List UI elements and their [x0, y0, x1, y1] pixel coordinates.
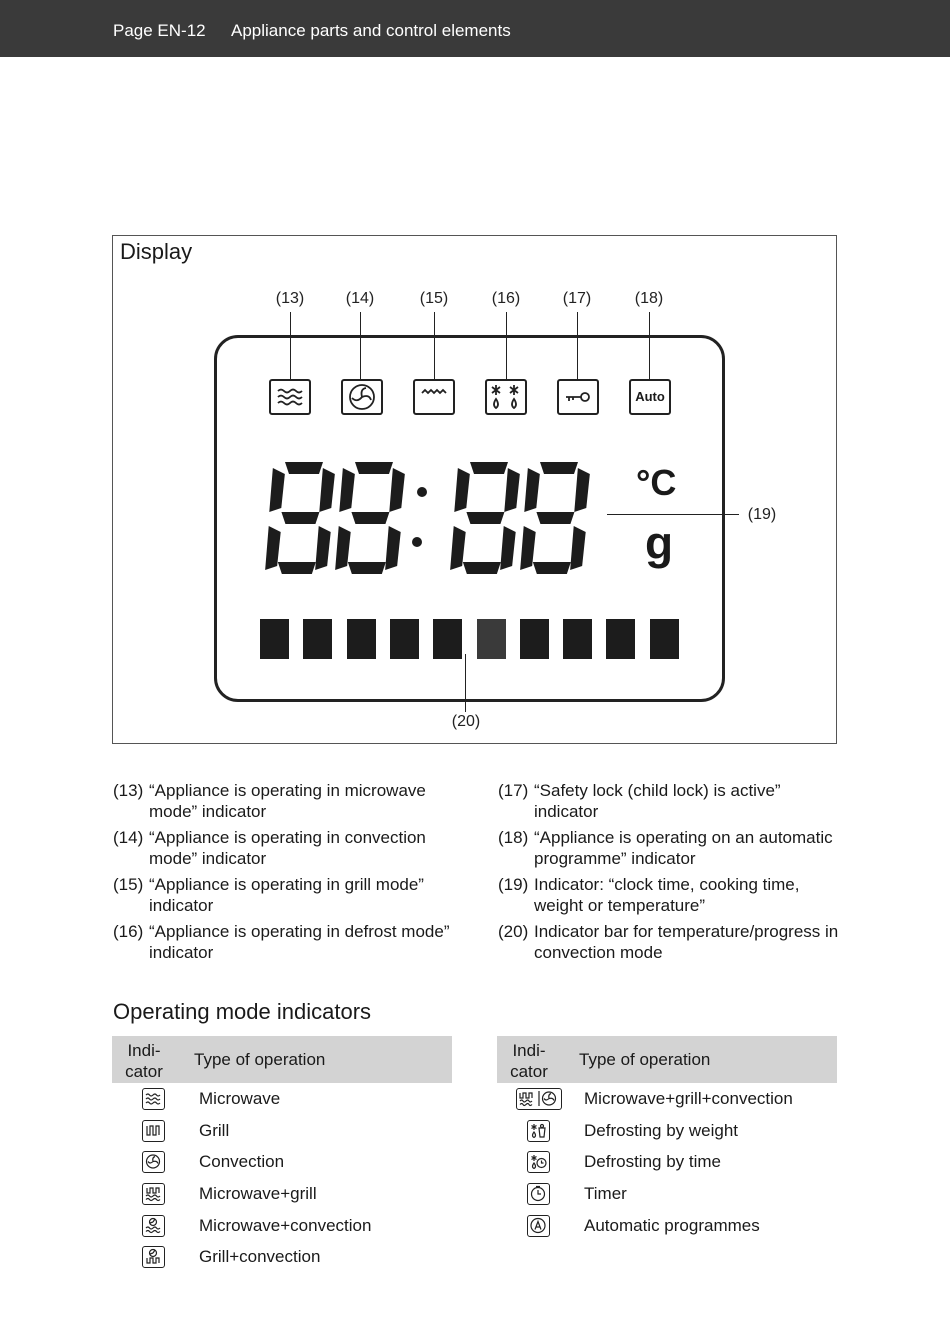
digit-3-seg-bottom	[463, 562, 501, 574]
mode-label: Automatic programmes	[584, 1215, 760, 1235]
digit-4-seg-upper-right	[574, 468, 590, 512]
type-column-header: Type of operation	[194, 1050, 326, 1069]
mode-label: Microwave+grill+convection	[584, 1089, 793, 1108]
legend-text: Indicator bar for temperature/progress in convection mode	[534, 922, 839, 962]
legend-number: (20)	[498, 922, 529, 941]
legend-number: (13)	[113, 781, 144, 800]
grill-convection-icon	[142, 1246, 165, 1268]
mode-label: Microwave+convection	[199, 1215, 372, 1235]
microwave-icon	[142, 1088, 165, 1110]
legend-number: (18)	[498, 828, 529, 847]
microwave-icon	[269, 379, 311, 415]
callout-16: (16)	[491, 290, 521, 307]
microwave-grill-convection-icon	[516, 1088, 562, 1110]
table-row	[497, 1146, 837, 1178]
mode-label: Defrosting by weight	[584, 1120, 739, 1140]
legend-text: “Appliance is operating in grill mode” indicator	[149, 875, 424, 915]
convection-fan-icon	[341, 379, 383, 415]
callout-15: (15)	[419, 290, 449, 307]
mode-label: Grill	[199, 1120, 230, 1140]
digit-1-seg-mid	[281, 512, 319, 524]
legend-item	[113, 921, 458, 963]
legend-number: (15)	[113, 875, 144, 894]
auto-icon	[629, 379, 671, 415]
microwave-convection-icon	[142, 1215, 165, 1237]
digit-3-seg-upper-right	[504, 468, 520, 512]
callout-18: (18)	[634, 290, 664, 307]
colon-dot-2	[412, 537, 422, 547]
legend-item	[498, 874, 843, 916]
mode-label: Convection	[199, 1152, 285, 1172]
auto-label: Auto	[635, 389, 665, 404]
digit-2-seg-upper-left	[339, 468, 355, 512]
key-lock-icon	[557, 379, 599, 415]
page-number: Page EN-12	[113, 21, 206, 40]
mode-label: Timer	[584, 1184, 627, 1204]
convection-icon	[142, 1151, 165, 1173]
table-row	[112, 1083, 452, 1115]
table-row	[497, 1210, 837, 1242]
progress-segment	[650, 619, 679, 659]
digit-3-seg-lower-right	[500, 526, 516, 570]
progress-segment	[303, 619, 332, 659]
legend-number: (19)	[498, 875, 529, 894]
legend-item	[113, 827, 458, 869]
digit-1-seg-upper-right	[319, 468, 335, 512]
operating-modes-title: Operating mode indicators	[113, 999, 372, 1024]
legend-text: “Appliance is operating in microwave mode” indicator	[149, 781, 426, 821]
digit-1-seg-bottom	[278, 562, 316, 574]
digit-3-seg-upper-left	[454, 468, 470, 512]
legend-text: Indicator: “clock time, cooking time, weight or temperature”	[534, 875, 800, 915]
table-header	[497, 1036, 837, 1083]
digit-3-seg-mid	[466, 512, 504, 524]
legend-number: (14)	[113, 828, 144, 847]
mode-label: Microwave+grill	[199, 1184, 317, 1204]
callout-20: (20)	[451, 713, 481, 730]
digit-2-seg-mid	[351, 512, 389, 524]
legend-item	[113, 780, 458, 822]
digit-2-seg-bottom	[348, 562, 386, 574]
grill-icon	[413, 379, 455, 415]
table-row	[112, 1241, 452, 1273]
progress-segment	[390, 619, 419, 659]
timer-icon	[527, 1183, 550, 1205]
legend-right-column	[498, 780, 843, 968]
table-row	[497, 1083, 837, 1115]
progress-segment	[433, 619, 462, 659]
grill-icon	[142, 1120, 165, 1142]
legend-item	[498, 827, 843, 869]
indicator-column-header: Indi- cator	[125, 1041, 163, 1081]
digit-2-seg-lower-right	[385, 526, 401, 570]
digit-3-seg-top	[470, 462, 508, 474]
callout-14: (14)	[345, 290, 375, 307]
legend-text: “Appliance is operating in defrost mode” indicator	[149, 922, 450, 962]
table-header	[112, 1036, 452, 1083]
microwave-grill-icon	[142, 1183, 165, 1205]
legend-number: (17)	[498, 781, 529, 800]
digit-1-seg-top	[285, 462, 323, 474]
progress-segment	[606, 619, 635, 659]
display-figure	[112, 235, 837, 744]
digit-4-seg-bottom	[533, 562, 571, 574]
legend-number: (16)	[113, 922, 144, 941]
legend-item	[113, 874, 458, 916]
defrost-weight-icon	[527, 1120, 550, 1142]
digit-1-seg-lower-right	[315, 526, 331, 570]
legend-item	[498, 921, 843, 963]
mode-label: Microwave	[199, 1089, 281, 1108]
celsius-unit: °C	[636, 462, 677, 503]
progress-segment	[477, 619, 506, 659]
table-row	[112, 1178, 452, 1210]
table-row	[497, 1115, 837, 1147]
section-heading: Appliance parts and control elements	[231, 21, 511, 40]
legend-left-column	[113, 780, 458, 968]
digit-2-seg-top	[355, 462, 393, 474]
defrost-icon	[485, 379, 527, 415]
progress-segment	[347, 619, 376, 659]
mode-table-right	[497, 1036, 837, 1241]
time-digits-readout	[265, 462, 625, 582]
mode-label: Defrosting by time	[584, 1152, 721, 1172]
mode-table-left	[112, 1036, 452, 1273]
callout-17: (17)	[562, 290, 592, 307]
legend-item	[498, 780, 843, 822]
progress-indicator-bar	[260, 619, 680, 659]
progress-segment	[563, 619, 592, 659]
progress-segment	[260, 619, 289, 659]
digit-2-seg-upper-right	[389, 468, 405, 512]
lcd-panel	[214, 335, 725, 702]
legend-text: “Safety lock (child lock) is active” indicator	[534, 781, 781, 821]
callout-13: (13)	[275, 290, 305, 307]
digit-1-seg-upper-left	[269, 468, 285, 512]
digit-4-seg-lower-right	[570, 526, 586, 570]
figure-title: Display	[120, 239, 193, 264]
progress-segment	[520, 619, 549, 659]
auto-programme-icon	[527, 1215, 550, 1237]
callout-19: (19)	[747, 506, 777, 523]
table-row	[497, 1178, 837, 1210]
gram-unit: g	[645, 517, 674, 569]
type-column-header: Type of operation	[579, 1050, 711, 1069]
colon-dot-1	[417, 487, 427, 497]
digit-4-seg-mid	[536, 512, 574, 524]
indicator-column-header: Indi- cator	[510, 1041, 548, 1081]
table-row	[112, 1210, 452, 1242]
page-header	[0, 0, 950, 57]
legend-text: “Appliance is operating on an automatic programme” indicator	[534, 828, 833, 868]
mode-label: Grill+convection	[199, 1247, 321, 1267]
digit-4-seg-top	[540, 462, 578, 474]
digit-4-seg-upper-left	[524, 468, 540, 512]
defrost-time-icon	[527, 1151, 550, 1173]
legend-text: “Appliance is operating in convection mode” indicator	[149, 828, 426, 868]
table-row	[112, 1115, 452, 1147]
table-row	[112, 1146, 452, 1178]
